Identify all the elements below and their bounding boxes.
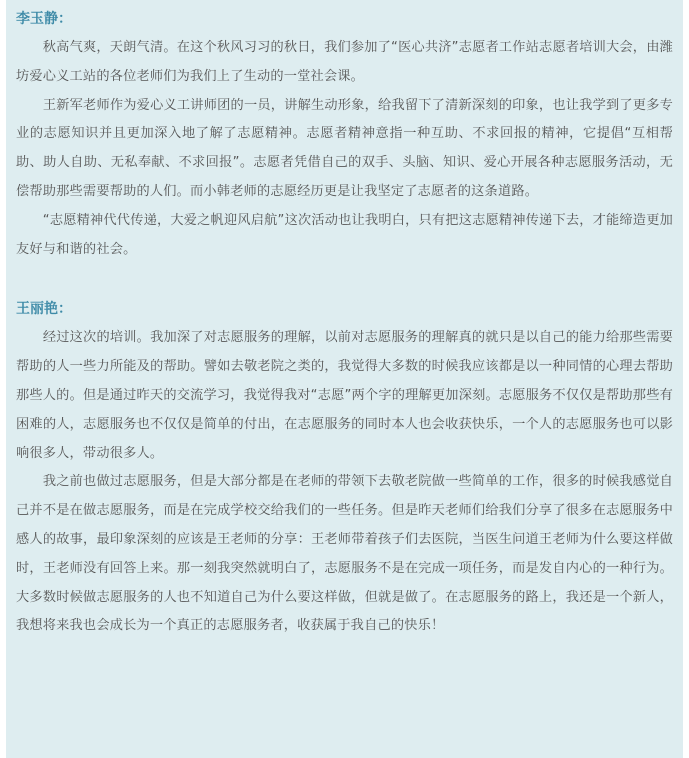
reflection-section-2: [16, 298, 673, 641]
paragraph: 经过这次的培训。我加深了对志愿服务的理解，以前对志愿服务的理解真的就只是以自己的能力给那些需要帮助的人一些力所能及的帮助。譬如去敬老院之类的，我觉得大多数的时候我应该都是以一种同情的心理去帮助那些人的。但是通过昨天的交流学习，我觉得我对“志愿”两个字的理解更加深刻。志愿服务不仅仅是帮助那些有困难的人，志愿服务也不仅仅是简单的付出，在志愿服务的同时本人也会收获快乐，一个人的志愿服务也可以影响很多人，带动很多人。: [16, 330, 673, 461]
author-name: 李玉静：: [16, 11, 72, 27]
paragraph: 王新军老师作为爱心义工讲师团的一员，讲解生动形象，给我留下了清新深刻的印象，也让我学到了更多专业的志愿知识并且更加深入地了解了志愿精神。志愿者精神意指一种互助、不求回报的精神，它提倡“互相帮助、助人自助、无私奉献、不求回报”。志愿者凭借自己的双手、头脑、知识、爱心开展各种志愿服务活动，无偿帮助那些需要帮助的人们。而小韩老师的志愿经历更是让我坚定了志愿者的这条道路。: [16, 97, 673, 199]
reflection-section-1: [16, 8, 673, 264]
section-spacer: [16, 264, 673, 298]
paragraph: “志愿精神代代传递，大爱之帆迎风启航”这次活动也让我明白，只有把这志愿精神传递下去，才能缔造更加友好与和谐的社会。: [16, 212, 673, 257]
paragraph: 秋高气爽，天朗气清。在这个秋风习习的秋日，我们参加了“医心共济”志愿者工作站志愿者培训大会，由潍坊爱心义工站的各位老师们为我们上了生动的一堂社会课。: [16, 40, 673, 84]
author-name: 王丽艳：: [16, 301, 72, 318]
paragraph: 我之前也做过志愿服务，但是大部分都是在老师的带领下去敬老院做一些简单的工作，很多的时候我感觉自己并不是在做志愿服务，而是在完成学校交给我们的一些任务。但是昨天老师们给我们分享了很多在志愿服务中感人的故事，最印象深刻的应该是王老师的分享：王老师带着孩子们去医院，当医生问道王老师为什么要这样做时，王老师没有回答上来。那一刻我突然就明白了，志愿服务不是在完成一项任务，而是发自内心的一种行为。大多数时候做志愿服务的人也不知道自己为什么要这样做，但就是做了。在志愿服务的路上，我还是一个新人，我想将来我也会成长为一个真正的志愿服务者，收获属于我自己的快乐！: [16, 474, 673, 634]
article-panel: [6, 0, 683, 758]
